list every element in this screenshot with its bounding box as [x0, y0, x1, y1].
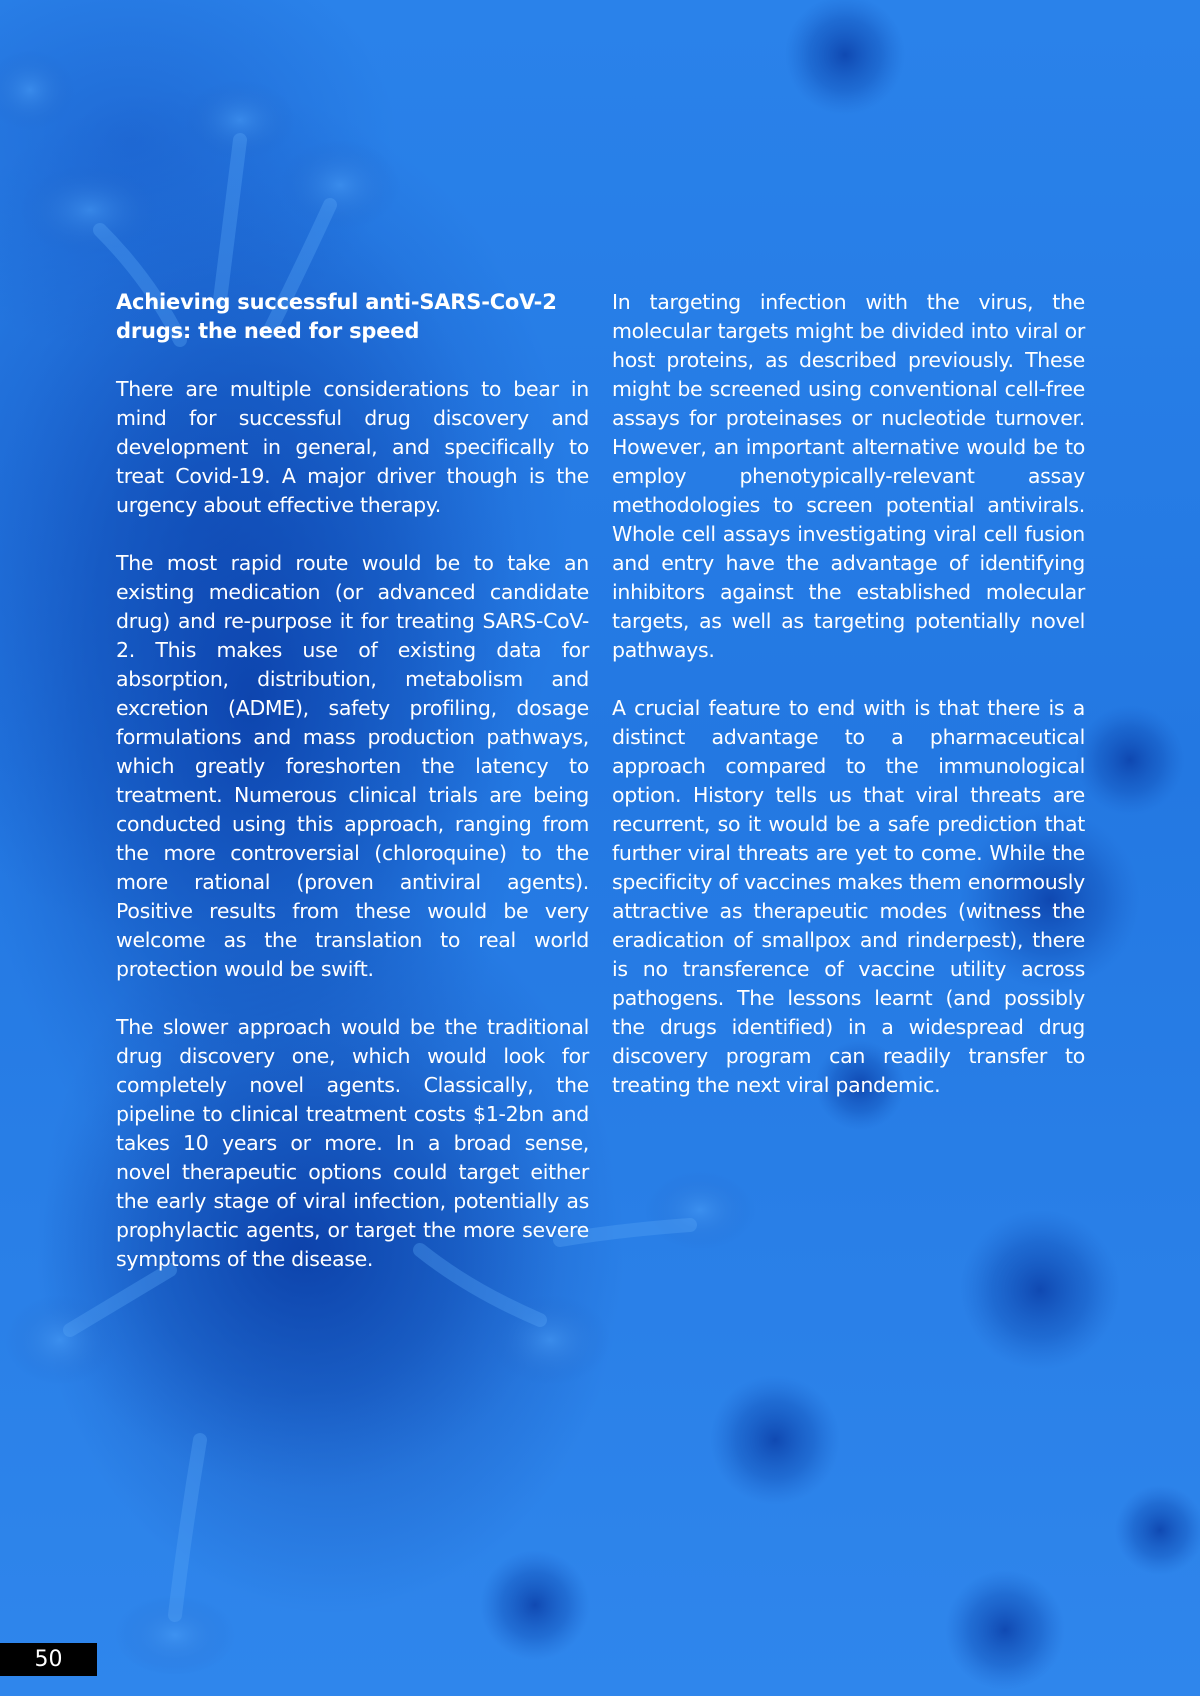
article-body: [116, 288, 1085, 1303]
page-number: 50: [0, 1643, 97, 1676]
paragraph-pharmaceutical-advantage: A crucial feature to end with is that there is a distinct advantage to a pharmaceutical approach compared to the immunological option. History tells us that viral threats are recurrent, so it would be a safe prediction that further viral threats are yet to come. While the specificity of vaccines makes them enormously attractive as therapeutic modes (witness the eradication of smallpox and rinderpest), there is no transference of vaccine utility across pathogens. The lessons learnt (and possibly the drugs identified) in a widespread drug discovery program can readily transfer to treating the next viral pandemic.: [612, 696, 1085, 1097]
paragraph-traditional-approach: The slower approach would be the traditional drug discovery one, which would look for completely novel agents. Classically, the pipeline to clinical treatment costs $1-2bn and takes 10 years or more. In a broad sense, novel therapeutic options could target either the early stage of viral infection, potentially as prophylactic agents, or target the more severe symptoms of the disease.: [116, 1015, 589, 1271]
right-column: [612, 288, 1085, 1303]
paragraph-molecular-targets: In targeting infection with the virus, the molecular targets might be divided into viral or host proteins, as described previously. These might be screened using conventional cell-free assays for proteinases or nucleotide turnover. However, an important alternative would be to employ phenotypically-relevant assay methodologies to screen potential antivirals. Whole cell assays investigating viral cell fusion and entry have the advantage of identifying inhibitors against the established molecular targets, as well as targeting potentially novel pathways.: [612, 290, 1085, 662]
paragraph-considerations: There are multiple considerations to bear in mind for successful drug discovery and development in general, and specifically to treat Covid-19. A major driver though is the urgency about effective therapy.: [116, 377, 589, 517]
paragraph-repurpose-route: The most rapid route would be to take an existing medication (or advanced candidate drug) and re-purpose it for treating SARS-CoV-2. This makes use of existing data for absorption, distribution, metabolism and excretion (ADME), safety profiling, dosage formulations and mass production pathways, which greatly foreshorten the latency to treatment. Numerous clinical trials are being conducted using this approach, ranging from the more controversial (chloroquine) to the more rational (proven antiviral agents). Positive results from these would be very welcome as the translation to real world protection would be swift.: [116, 551, 589, 981]
article-heading: Achieving successful anti-SARS-CoV-2 drugs: the need for speed: [116, 290, 557, 343]
left-column: [116, 288, 589, 1303]
